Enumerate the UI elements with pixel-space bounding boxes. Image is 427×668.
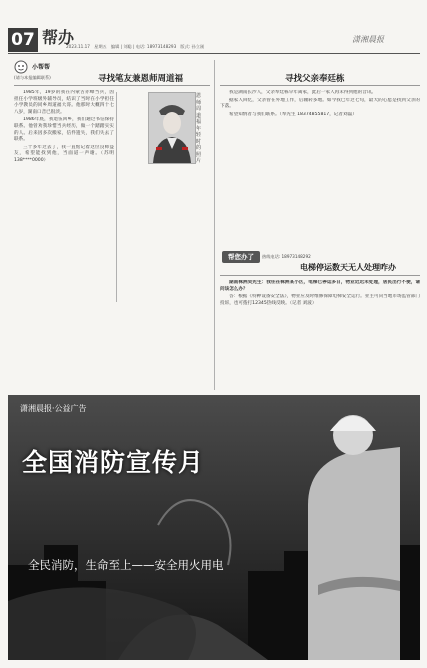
- psa-background-art: [8, 395, 420, 660]
- page-header: [0, 0, 427, 62]
- article3-paragraph: 湖南株洲吴先生：我住在株洲某小区，电梯已停运多日，物业迟迟未处理，居民出行不便，请问该怎么办？: [220, 280, 420, 292]
- psa-tag: 潇湘晨报·公益广告: [20, 404, 87, 413]
- psa-headline: 全国消防宣传月: [22, 448, 205, 477]
- header-meta: 2023.11.17 星期五 编辑 | 刘聪 | 电话: 18973148293 版式: 孙立刚: [66, 44, 205, 49]
- article1-divider: [116, 92, 117, 302]
- column-logo: [14, 60, 90, 82]
- article3-title: 电梯停运数天无人处理咋办: [300, 262, 396, 272]
- psa-slogan: 全民消防，生命至上——安全用火用电: [28, 558, 224, 572]
- article1-photo-caption: 恩师周道福年轻时的照片: [196, 93, 202, 164]
- article3-title-rule: [220, 275, 420, 276]
- section-title: 帮办: [42, 28, 75, 47]
- article1-column-a: [14, 90, 114, 302]
- article3-badge: 帮您办了: [222, 251, 260, 263]
- psa-banner: [8, 395, 420, 660]
- header-rule: [8, 53, 420, 54]
- page-number: 07: [8, 28, 38, 52]
- article1-photo: [148, 92, 196, 164]
- column-divider: [214, 60, 215, 390]
- article2-title: 寻找父亲奉廷栋: [285, 74, 345, 84]
- portrait-soldier-icon: [149, 93, 195, 163]
- column-logo-name: 小帮帮: [32, 64, 51, 71]
- article1-title: 寻找笔友兼恩师周道福: [98, 74, 184, 84]
- masthead-logo: 潇湘晨报: [352, 35, 384, 44]
- article2-paragraph: 据家人回忆，父亲曾在外地工作，后辗转多地。如今我已年过七旬，最大的心愿是找到父亲的下落。: [220, 97, 420, 110]
- article3-hotline: 热线电话: 18973148292: [262, 254, 311, 259]
- article1-column-b: [120, 92, 146, 172]
- article3-body: [220, 280, 420, 380]
- column-logo-caption: (请与本报编辑联系): [14, 75, 51, 80]
- helper-mascot-icon: [14, 60, 28, 74]
- article1-paragraph: 1985年，19岁的我在内蒙古赤峰当兵，因担任小学班级外辅导员，结识了当时在小学担任小学教员的同乡周道福大哥。他那时大概四十七八岁，湖南口音已很淡。: [14, 90, 114, 115]
- article2-paragraph: 我是湖南长沙人，父亲奉廷栋早年离家，此后一家人再未得到他的音讯。: [229, 90, 377, 95]
- article2-body: [220, 90, 420, 240]
- article1-paragraph: 三十多年过去了，我一直惦记着这位良师益友，希望能找到他，当面道一声谢。（苏明 138****0000）: [14, 144, 114, 163]
- article3-paragraph: 答：根据《特种设备安全法》，物业应及时维修保障电梯安全运行。业主可向当地市场监管部门投诉，也可拨打12345热线反映。（记者 刘波）: [220, 294, 420, 306]
- article2-title-rule: [220, 85, 420, 86]
- article1-title-rule: [14, 85, 210, 86]
- article2-paragraph: 希望知情者与我们联系。（奉先生 18374855817，记者刘磊）: [229, 111, 357, 117]
- article1-paragraph: 1986年底，我退伍回乡，我们通过书信保持联系。他曾劝我珍惜当兵经历，做一个踏踏实实的人。后来因多次搬家，信件遗失，我们失去了联系。: [14, 117, 114, 143]
